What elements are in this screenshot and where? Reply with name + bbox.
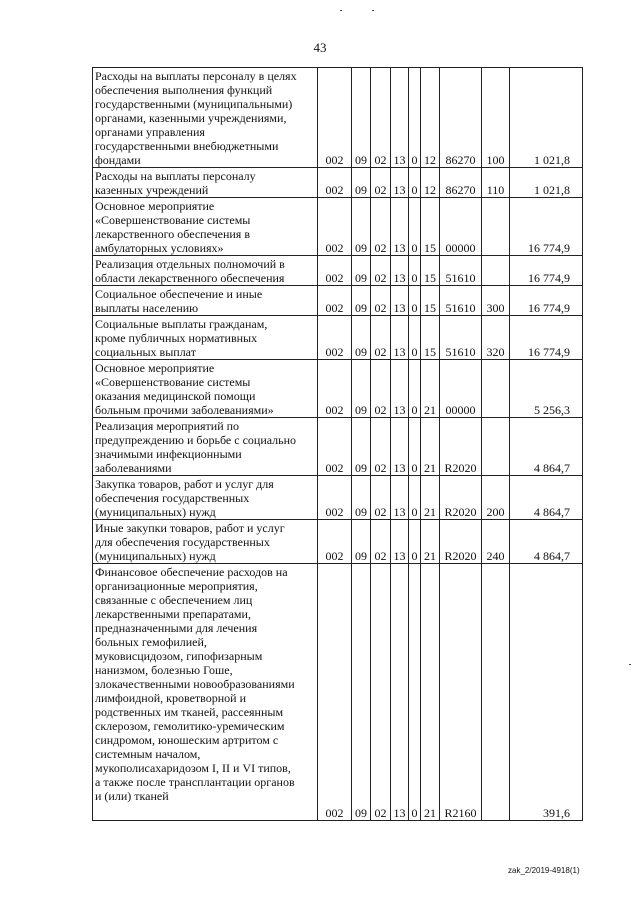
expense-name-line: обеспечения государственных — [95, 491, 250, 505]
expense-name-line: и (или) тканей — [95, 789, 169, 803]
expense-name-line: лекарственными препаратами, — [95, 607, 251, 621]
footer-code: zak_2/2019-4918(1) — [508, 866, 580, 875]
table-row — [93, 316, 583, 360]
program-code-cell: 13 — [391, 564, 409, 821]
expense-type-cell: 240 — [482, 520, 510, 564]
subsection-code-cell: 02 — [371, 168, 391, 198]
subprogram-code-cell: 0 — [409, 286, 421, 316]
section-code-cell: 09 — [352, 198, 371, 256]
expense-type-cell — [482, 564, 510, 821]
expense-type-cell — [482, 418, 510, 476]
expense-name-line: социальных выплат — [95, 345, 196, 359]
main-event-code-cell: 15 — [421, 286, 440, 316]
expense-name-line: предупреждению и борьбе с социально — [95, 433, 297, 447]
amount-cell: 4 864,7 — [510, 418, 583, 476]
subsection-code-cell: 02 — [371, 316, 391, 360]
expense-direction-cell: 86270 — [440, 168, 482, 198]
expense-name-line: больных гемофилией, — [95, 635, 207, 649]
expense-name-line: (муниципальных) нужд — [95, 505, 216, 519]
expense-name-cell — [93, 256, 318, 286]
expense-name-line: лекарственного обеспечения в — [95, 227, 250, 241]
main-event-code-cell: 15 — [421, 256, 440, 286]
expense-direction-cell: R2020 — [440, 418, 482, 476]
expense-type-cell — [482, 198, 510, 256]
expense-name-cell — [93, 476, 318, 520]
section-code-cell: 09 — [352, 418, 371, 476]
ministry-code-cell: 002 — [318, 68, 352, 168]
expense-name-line: лимфоидной, кроветворной и — [95, 691, 246, 705]
expense-name-line: кроме публичных нормативных — [95, 331, 258, 345]
subsection-code-cell: 02 — [371, 564, 391, 821]
subsection-code-cell: 02 — [371, 68, 391, 168]
expense-direction-cell: 00000 — [440, 198, 482, 256]
expense-name-line: государственными внебюджетными — [95, 139, 279, 153]
table-row — [93, 198, 583, 256]
expense-name-line: оказания медицинской помощи — [95, 389, 256, 403]
amount-cell: 16 774,9 — [510, 256, 583, 286]
ministry-code-cell: 002 — [318, 520, 352, 564]
expense-name-cell — [93, 360, 318, 418]
expense-name-line: родственных им тканей, рассеянным — [95, 705, 284, 719]
main-event-code-cell: 15 — [421, 198, 440, 256]
subprogram-code-cell: 0 — [409, 198, 421, 256]
program-code-cell: 13 — [391, 256, 409, 286]
subsection-code-cell: 02 — [371, 198, 391, 256]
subsection-code-cell: 02 — [371, 256, 391, 286]
expense-name-line: Закупка товаров, работ и услуг для — [95, 477, 274, 491]
expense-name-line: Расходы на выплаты персоналу — [95, 169, 256, 183]
page-number: 43 — [313, 40, 327, 55]
subprogram-code-cell: 0 — [409, 520, 421, 564]
expense-name-line: Расходы на выплаты персоналу в целях — [95, 69, 297, 83]
expense-name-line: Социальные выплаты гражданам, — [95, 317, 268, 331]
scan-speck — [372, 10, 374, 11]
ministry-code-cell: 002 — [318, 286, 352, 316]
expense-direction-cell: 00000 — [440, 360, 482, 418]
expense-name-line: фондами — [95, 153, 141, 167]
subsection-code-cell: 02 — [371, 418, 391, 476]
program-code-cell: 13 — [391, 198, 409, 256]
section-code-cell: 09 — [352, 564, 371, 821]
program-code-cell: 13 — [391, 286, 409, 316]
expense-direction-cell: R2160 — [440, 564, 482, 821]
expense-name-line: области лекарственного обеспечения — [95, 271, 285, 285]
program-code-cell: 13 — [391, 360, 409, 418]
program-code-cell: 13 — [391, 476, 409, 520]
section-code-cell: 09 — [352, 316, 371, 360]
expense-name-cell — [93, 316, 318, 360]
table-row — [93, 68, 583, 168]
main-event-code-cell: 12 — [421, 68, 440, 168]
ministry-code-cell: 002 — [318, 168, 352, 198]
expense-name-line: органами управления — [95, 125, 205, 139]
expense-type-cell: 320 — [482, 316, 510, 360]
expense-name-cell — [93, 198, 318, 256]
expense-name-cell — [93, 520, 318, 564]
amount-cell: 16 774,9 — [510, 286, 583, 316]
table-row — [93, 360, 583, 418]
section-code-cell: 09 — [352, 286, 371, 316]
table-row — [93, 564, 583, 821]
expense-direction-cell: 51610 — [440, 316, 482, 360]
subprogram-code-cell: 0 — [409, 476, 421, 520]
main-event-code-cell: 21 — [421, 564, 440, 821]
expense-direction-cell: R2020 — [440, 476, 482, 520]
amount-cell: 5 256,3 — [510, 360, 583, 418]
section-code-cell: 09 — [352, 168, 371, 198]
expense-name-line: Основное мероприятие — [95, 361, 215, 375]
expense-name-line: а также после трансплантации органов — [95, 775, 295, 789]
expense-name-line: заболеваниями — [95, 461, 172, 475]
program-code-cell: 13 — [391, 68, 409, 168]
main-event-code-cell: 21 — [421, 476, 440, 520]
expense-type-cell: 110 — [482, 168, 510, 198]
expense-type-cell: 300 — [482, 286, 510, 316]
table-row — [93, 168, 583, 198]
scan-speck — [629, 664, 631, 665]
ministry-code-cell: 002 — [318, 418, 352, 476]
program-code-cell: 13 — [391, 418, 409, 476]
main-event-code-cell: 21 — [421, 520, 440, 564]
expense-name-line: для обеспечения государственных — [95, 535, 270, 549]
expense-name-cell — [93, 286, 318, 316]
expense-direction-cell: R2020 — [440, 520, 482, 564]
expense-name-line: органами, казенными учреждениями, — [95, 111, 287, 125]
main-event-code-cell: 21 — [421, 418, 440, 476]
table-row — [93, 418, 583, 476]
budget-table — [92, 67, 583, 821]
expense-name-line: системным началом, — [95, 747, 201, 761]
expense-direction-cell: 51610 — [440, 286, 482, 316]
program-code-cell: 13 — [391, 520, 409, 564]
expense-name-line: Реализация мероприятий по — [95, 419, 240, 433]
expense-name-line: обеспечения выполнения функций — [95, 83, 273, 97]
section-code-cell: 09 — [352, 256, 371, 286]
table-row — [93, 476, 583, 520]
subprogram-code-cell: 0 — [409, 564, 421, 821]
expense-name-line: предназначенными для лечения — [95, 621, 258, 635]
subsection-code-cell: 02 — [371, 520, 391, 564]
expense-name-line: Реализация отдельных полномочий в — [95, 257, 285, 271]
ministry-code-cell: 002 — [318, 198, 352, 256]
subprogram-code-cell: 0 — [409, 256, 421, 286]
subsection-code-cell: 02 — [371, 360, 391, 418]
table-body — [93, 68, 583, 821]
ministry-code-cell: 002 — [318, 316, 352, 360]
program-code-cell: 13 — [391, 316, 409, 360]
expense-name-line: злокачественными новообразованиями — [95, 677, 295, 691]
expense-name-line: нанизмом, болезнью Гоше, — [95, 663, 233, 677]
main-event-code-cell: 21 — [421, 360, 440, 418]
expense-type-cell: 200 — [482, 476, 510, 520]
amount-cell: 391,6 — [510, 564, 583, 821]
expense-name-cell — [93, 168, 318, 198]
main-event-code-cell: 12 — [421, 168, 440, 198]
expense-type-cell — [482, 256, 510, 286]
expense-name-cell — [93, 564, 318, 821]
expense-name-line: амбулаторных условиях» — [95, 241, 224, 255]
ministry-code-cell: 002 — [318, 564, 352, 821]
table-row — [93, 256, 583, 286]
expense-name-cell — [93, 68, 318, 168]
scan-speck — [340, 10, 342, 11]
table-row — [93, 520, 583, 564]
expense-name-line: мукополисахаридозом I, II и VI типов, — [95, 761, 291, 775]
ministry-code-cell: 002 — [318, 256, 352, 286]
section-code-cell: 09 — [352, 476, 371, 520]
expense-name-line: Основное мероприятие — [95, 199, 215, 213]
expense-name-line: организационные мероприятия, — [95, 579, 258, 593]
expense-name-line: больным прочими заболеваниями» — [95, 403, 274, 417]
expense-name-line: Социальное обеспечение и иные — [95, 287, 263, 301]
expense-name-line: муковисцидозом, гипофизарным — [95, 649, 263, 663]
section-code-cell: 09 — [352, 360, 371, 418]
amount-cell: 16 774,9 — [510, 198, 583, 256]
expense-name-line: государственными (муниципальными) — [95, 97, 293, 111]
expense-type-cell — [482, 360, 510, 418]
ministry-code-cell: 002 — [318, 360, 352, 418]
expense-name-line: Иные закупки товаров, работ и услуг — [95, 521, 285, 535]
expense-name-line: (муниципальных) нужд — [95, 549, 216, 563]
expense-name-line: склерозом, гемолитико-уремическим — [95, 719, 285, 733]
expense-name-line: «Совершенствование системы — [95, 375, 251, 389]
expense-name-line: «Совершенствование системы — [95, 213, 251, 227]
expense-direction-cell: 86270 — [440, 68, 482, 168]
expense-name-line: синдромом, юношеским артритом с — [95, 733, 279, 747]
expense-name-line: значимыми инфекционными — [95, 447, 242, 461]
section-code-cell: 09 — [352, 520, 371, 564]
expense-name-line: выплаты населению — [95, 301, 199, 315]
expense-name-line: казенных учреждений — [95, 183, 209, 197]
amount-cell: 4 864,7 — [510, 520, 583, 564]
subprogram-code-cell: 0 — [409, 316, 421, 360]
expense-name-line: Финансовое обеспечение расходов на — [95, 565, 288, 579]
amount-cell: 1 021,8 — [510, 68, 583, 168]
main-event-code-cell: 15 — [421, 316, 440, 360]
subprogram-code-cell: 0 — [409, 360, 421, 418]
expense-type-cell: 100 — [482, 68, 510, 168]
program-code-cell: 13 — [391, 168, 409, 198]
expense-name-line: связанные с обеспечением лиц — [95, 593, 253, 607]
subprogram-code-cell: 0 — [409, 168, 421, 198]
ministry-code-cell: 002 — [318, 476, 352, 520]
section-code-cell: 09 — [352, 68, 371, 168]
amount-cell: 16 774,9 — [510, 316, 583, 360]
subprogram-code-cell: 0 — [409, 418, 421, 476]
subsection-code-cell: 02 — [371, 286, 391, 316]
subsection-code-cell: 02 — [371, 476, 391, 520]
expense-direction-cell: 51610 — [440, 256, 482, 286]
expense-name-cell — [93, 418, 318, 476]
amount-cell: 4 864,7 — [510, 476, 583, 520]
subprogram-code-cell: 0 — [409, 68, 421, 168]
table-row — [93, 286, 583, 316]
amount-cell: 1 021,8 — [510, 168, 583, 198]
